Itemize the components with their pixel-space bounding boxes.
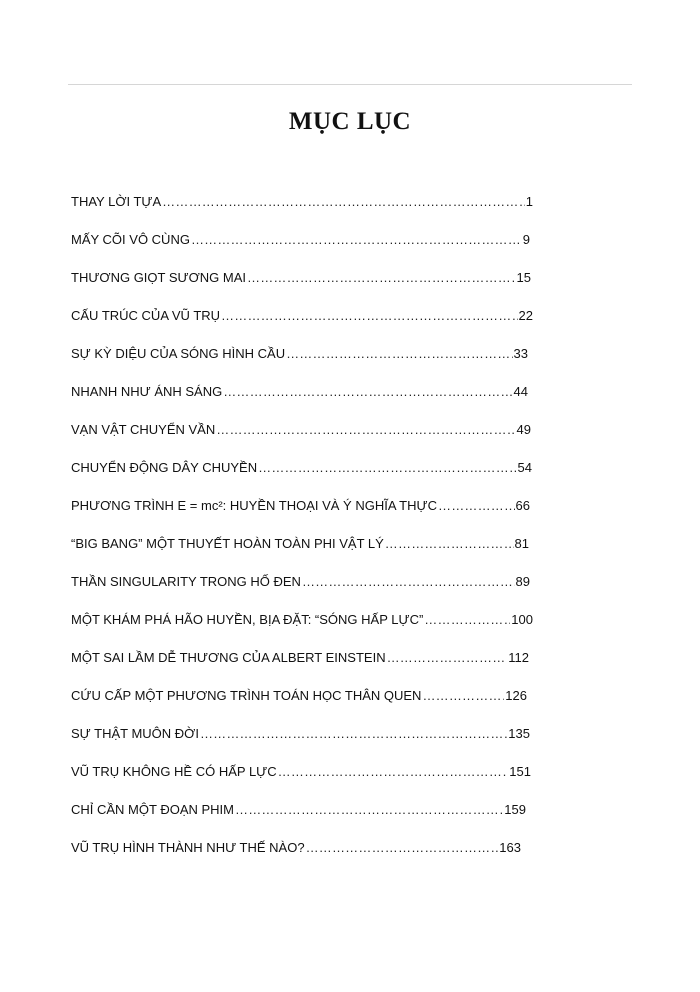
toc-entry <box>71 306 533 326</box>
toc-page-number: 126 <box>505 688 527 703</box>
toc-dot-leader <box>306 838 499 858</box>
toc-entry <box>71 496 530 516</box>
toc-dot-leader <box>424 610 510 630</box>
toc-dot-leader <box>216 420 515 440</box>
toc-dot-leader <box>162 192 525 212</box>
toc-entry <box>71 648 529 668</box>
toc-page-number: 33 <box>513 346 528 361</box>
toc-dot-leader <box>438 496 515 516</box>
page-title: MỤC LỤC <box>288 108 412 135</box>
toc-entry <box>71 420 531 440</box>
toc-page-number: 22 <box>518 308 533 323</box>
toc-entry <box>71 458 532 478</box>
toc-entry <box>71 268 531 288</box>
toc-page-number: 81 <box>514 536 529 551</box>
toc-entry <box>71 192 533 212</box>
toc-entry <box>71 762 531 782</box>
toc-entry-title: THẦN SINGULARITY TRONG HỐ ĐEN <box>71 574 301 589</box>
toc-entry-title: CHUYỂN ĐỘNG DÂY CHUYỀN <box>71 460 258 475</box>
toc-entry <box>71 230 530 250</box>
toc-dot-leader <box>258 458 516 478</box>
toc-entry-title: THƯƠNG GIỌT SƯƠNG MAI <box>71 270 246 285</box>
toc-page-number: 163 <box>499 840 521 855</box>
toc-entry <box>71 838 521 858</box>
toc-page-number: 1 <box>525 194 533 209</box>
toc-dot-leader <box>385 534 514 554</box>
toc-entry-title: SỰ THẬT MUÔN ĐỜI <box>71 726 199 741</box>
toc-dot-leader <box>422 686 504 706</box>
toc-entry <box>71 686 527 706</box>
toc-entry-title: VŨ TRỤ KHÔNG HỀ CÓ HẤP LỰC <box>71 764 277 779</box>
toc-entry <box>71 724 530 744</box>
toc-entry <box>71 572 530 592</box>
toc-dot-leader <box>387 648 508 668</box>
toc-entry-title: MỘT SAI LẦM DỄ THƯƠNG CỦA ALBERT EINSTEIN <box>71 650 386 665</box>
toc-entry-title: CỨU CẤP MỘT PHƯƠNG TRÌNH TOÁN HỌC THÂN QUEN <box>71 688 422 703</box>
toc-dot-leader <box>235 800 503 820</box>
header-rule <box>68 84 632 85</box>
toc-entry-title: “BIG BANG” MỘT THUYẾT HOÀN TOÀN PHI VẬT LÝ <box>71 536 384 551</box>
toc-page-number: 66 <box>515 498 530 513</box>
toc-entry-title: VẠN VẬT CHUYỂN VẦN <box>71 422 216 437</box>
toc-entry <box>71 800 526 820</box>
toc-dot-leader <box>302 572 515 592</box>
toc-entry-title: MỘT KHÁM PHÁ HÃO HUYỀN, BỊA ĐẶT: “SÓNG HẤP LỰC” <box>71 612 424 627</box>
toc-page-number: 151 <box>509 764 531 779</box>
toc-entry <box>71 534 529 554</box>
toc-page-number: 44 <box>513 384 528 399</box>
toc-dot-leader <box>278 762 509 782</box>
toc-dot-leader <box>191 230 522 250</box>
toc-entry-title: THAY LỜI TỰA <box>71 194 162 209</box>
toc-entry-title: SỰ KỲ DIỆU CỦA SÓNG HÌNH CẦU <box>71 346 286 361</box>
toc-page-number: 9 <box>522 232 530 247</box>
toc-entry-title: PHƯƠNG TRÌNH E = mc²: HUYỀN THOẠI VÀ Ý NGHĨA THỰC <box>71 498 437 513</box>
toc-entry-title: MẤY CÕI VÔ CÙNG <box>71 232 190 247</box>
toc-entry <box>71 382 528 402</box>
toc-entry-title: CẤU TRÚC CỦA VŨ TRỤ <box>71 308 221 323</box>
toc-page-number: 135 <box>508 726 530 741</box>
toc-entry-title: CHỈ CẦN MỘT ĐOẠN PHIM <box>71 802 234 817</box>
toc-page-number: 15 <box>516 270 531 285</box>
toc-page-number: 54 <box>517 460 532 475</box>
toc-dot-leader <box>200 724 507 744</box>
toc-page-number: 49 <box>516 422 531 437</box>
toc-entry-title: NHANH NHƯ ÁNH SÁNG <box>71 384 223 399</box>
toc-page-number: 89 <box>515 574 530 589</box>
toc-page-number: 100 <box>511 612 533 627</box>
toc-dot-leader <box>247 268 516 288</box>
toc-page-number: 112 <box>508 650 529 665</box>
toc-dot-leader <box>223 382 512 402</box>
toc-page-number: 159 <box>504 802 526 817</box>
toc-dot-leader <box>286 344 512 364</box>
toc-entry-title: VŨ TRỤ HÌNH THÀNH NHƯ THẾ NÀO? <box>71 840 305 855</box>
toc-entry <box>71 344 528 364</box>
toc-entry <box>71 610 533 630</box>
toc-dot-leader <box>221 306 517 326</box>
